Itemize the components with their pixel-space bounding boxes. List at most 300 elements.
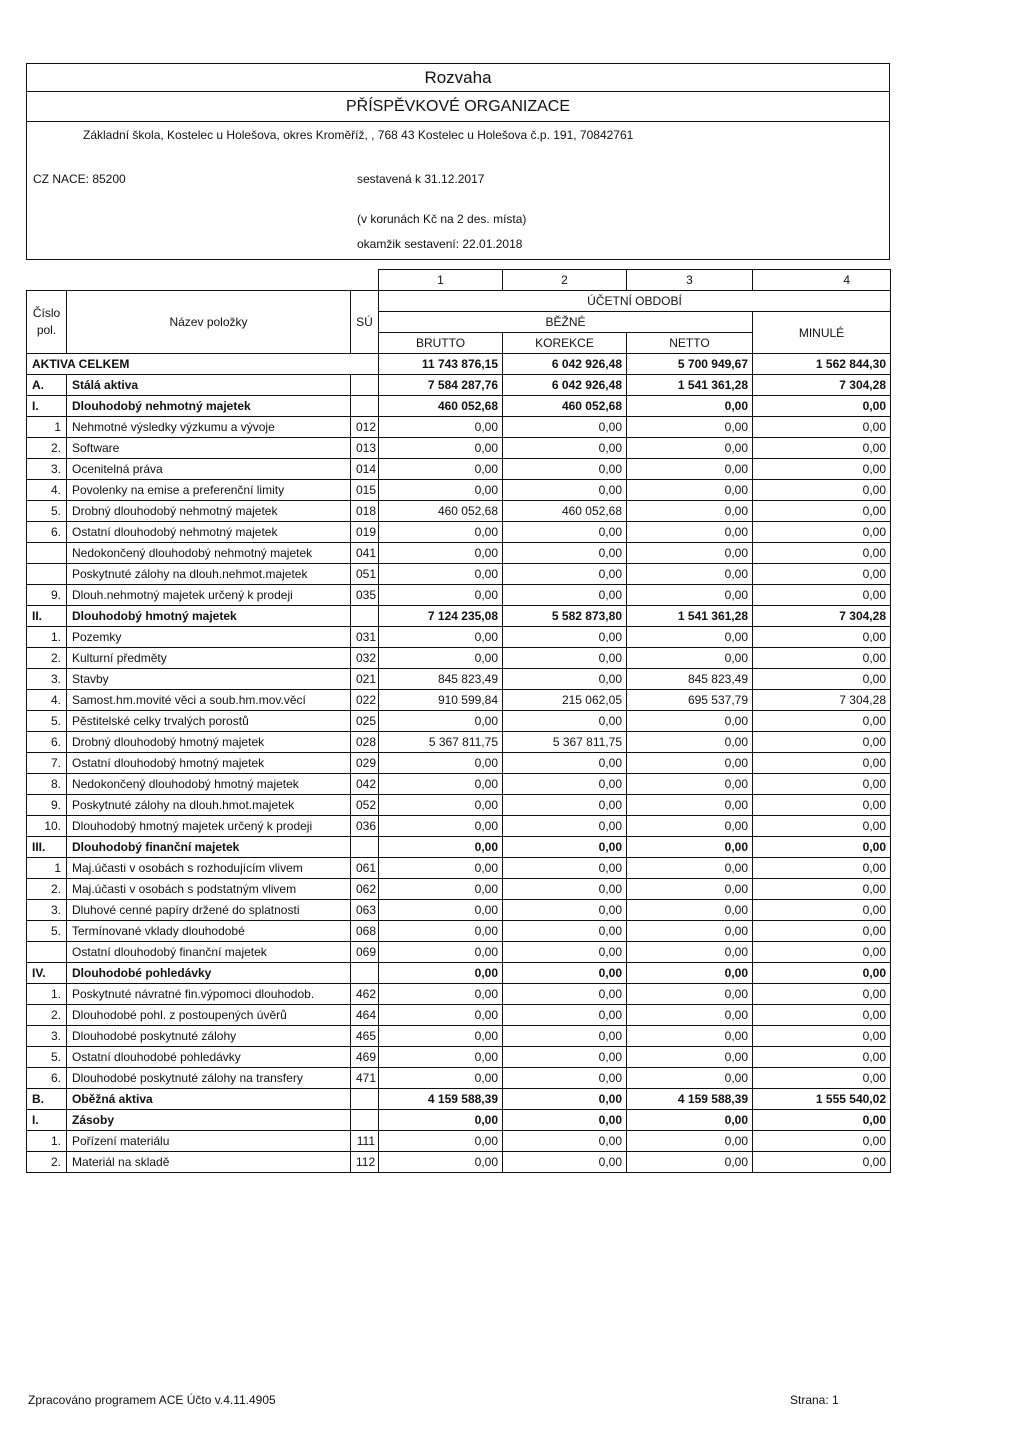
row-brutto: 0,00: [379, 942, 503, 963]
row-name: Dlouhodobý hmotný majetek: [67, 606, 351, 627]
table-row: [27, 1068, 891, 1089]
row-korekce: 0,00: [503, 1089, 627, 1110]
row-netto: 0,00: [627, 648, 753, 669]
row-netto: 5 700 949,67: [627, 354, 753, 375]
footer-program: Zpracováno programem ACE Účto v.4.11.4905: [28, 1393, 276, 1407]
footer-page: Strana: 1: [790, 1393, 839, 1407]
row-name: Stavby: [67, 669, 351, 690]
row-netto: 0,00: [627, 963, 753, 984]
row-korekce: 0,00: [503, 543, 627, 564]
row-name: Kulturní předměty: [67, 648, 351, 669]
row-number: 4.: [27, 480, 67, 501]
row-number: 5.: [27, 1047, 67, 1068]
table-row: [27, 942, 891, 963]
row-number: 1.: [27, 1131, 67, 1152]
row-korekce: 460 052,68: [503, 396, 627, 417]
row-previous: 0,00: [753, 816, 891, 837]
row-number: 1.: [27, 984, 67, 1005]
row-previous: 0,00: [753, 837, 891, 858]
row-number: 9.: [27, 585, 67, 606]
row-number: 6.: [27, 1068, 67, 1089]
row-name: Termínované vklady dlouhodobé: [67, 921, 351, 942]
table-row: [27, 585, 891, 606]
row-netto: 0,00: [627, 396, 753, 417]
row-number: 1.: [27, 627, 67, 648]
row-netto: 0,00: [627, 564, 753, 585]
row-previous: 0,00: [753, 627, 891, 648]
row-name: Pořízení materiálu: [67, 1131, 351, 1152]
organization-line: Základní škola, Kostelec u Holešova, okres Kroměříž, , 768 43 Kostelec u Holešova č.p. 191, 70842761: [83, 128, 634, 142]
row-account: 052: [351, 795, 379, 816]
row-previous: 0,00: [753, 564, 891, 585]
row-korekce: 0,00: [503, 522, 627, 543]
cislo-label: Číslo: [32, 306, 61, 320]
row-brutto: 0,00: [379, 1152, 503, 1173]
row-account: 465: [351, 1026, 379, 1047]
row-korekce: 0,00: [503, 1026, 627, 1047]
table-row: [27, 963, 891, 984]
row-brutto: 0,00: [379, 837, 503, 858]
row-account: 471: [351, 1068, 379, 1089]
row-name: Materiál na skladě: [67, 1152, 351, 1173]
row-korekce: 5 582 873,80: [503, 606, 627, 627]
row-name: Dlouhodobý finanční majetek: [67, 837, 351, 858]
table-row: [27, 501, 891, 522]
row-account: 469: [351, 1047, 379, 1068]
row-previous: 7 304,28: [753, 690, 891, 711]
row-previous: 0,00: [753, 1110, 891, 1131]
row-account: 111: [351, 1131, 379, 1152]
row-previous: 0,00: [753, 900, 891, 921]
row-netto: 0,00: [627, 774, 753, 795]
row-brutto: 5 367 811,75: [379, 732, 503, 753]
row-number: I.: [27, 1110, 67, 1131]
row-account: [351, 963, 379, 984]
row-netto: 0,00: [627, 1152, 753, 1173]
nace-code: CZ NACE: 85200: [33, 172, 126, 186]
row-brutto: 0,00: [379, 543, 503, 564]
row-netto: 0,00: [627, 417, 753, 438]
row-account: 031: [351, 627, 379, 648]
row-name: Drobný dlouhodobý nehmotný majetek: [67, 501, 351, 522]
row-account: 042: [351, 774, 379, 795]
row-account: 019: [351, 522, 379, 543]
table-row: [27, 564, 891, 585]
row-number: 10.: [27, 816, 67, 837]
row-account: 051: [351, 564, 379, 585]
row-account: 464: [351, 1005, 379, 1026]
row-number: [27, 564, 67, 585]
row-brutto: 0,00: [379, 963, 503, 984]
table-row: [27, 774, 891, 795]
col-header-period: ÚČETNÍ OBDOBÍ: [379, 291, 891, 312]
row-brutto: 0,00: [379, 438, 503, 459]
row-name: Ocenitelná práva: [67, 459, 351, 480]
row-brutto: 460 052,68: [379, 501, 503, 522]
row-brutto: 0,00: [379, 627, 503, 648]
row-netto: 0,00: [627, 501, 753, 522]
compile-moment: okamžik sestavení: 22.01.2018: [357, 237, 523, 251]
row-account: 015: [351, 480, 379, 501]
column-number-row: [27, 270, 891, 291]
row-account: 462: [351, 984, 379, 1005]
row-korekce: 0,00: [503, 627, 627, 648]
row-previous: 0,00: [753, 753, 891, 774]
row-korekce: 0,00: [503, 984, 627, 1005]
row-korekce: 0,00: [503, 795, 627, 816]
col-header-korekce: KOREKCE: [503, 333, 627, 354]
row-korekce: 0,00: [503, 711, 627, 732]
table-row: [27, 1047, 891, 1068]
row-account: [351, 396, 379, 417]
row-netto: 1 541 361,28: [627, 606, 753, 627]
row-brutto: 11 743 876,15: [379, 354, 503, 375]
row-number: 2.: [27, 1152, 67, 1173]
row-number: A.: [27, 375, 67, 396]
row-previous: 0,00: [753, 396, 891, 417]
table-row: [27, 438, 891, 459]
row-name: Pozemky: [67, 627, 351, 648]
row-brutto: 0,00: [379, 564, 503, 585]
row-name: Dlouhodobé pohl. z postoupených úvěrů: [67, 1005, 351, 1026]
divider: [27, 91, 889, 92]
row-netto: 0,00: [627, 921, 753, 942]
row-netto: 695 537,79: [627, 690, 753, 711]
row-number: 2.: [27, 1005, 67, 1026]
row-previous: 0,00: [753, 438, 891, 459]
row-korekce: 0,00: [503, 1068, 627, 1089]
row-brutto: 0,00: [379, 858, 503, 879]
row-netto: 0,00: [627, 879, 753, 900]
row-brutto: 0,00: [379, 648, 503, 669]
row-netto: 0,00: [627, 543, 753, 564]
row-number: 6.: [27, 522, 67, 543]
row-number: AKTIVA CELKEM: [27, 354, 379, 375]
table-row: [27, 732, 891, 753]
row-previous: 0,00: [753, 480, 891, 501]
row-previous: 0,00: [753, 543, 891, 564]
row-number: 9.: [27, 795, 67, 816]
divider: [27, 121, 889, 122]
row-account: [351, 1089, 379, 1110]
row-account: [351, 1110, 379, 1131]
row-name: Stálá aktiva: [67, 375, 351, 396]
row-previous: 0,00: [753, 522, 891, 543]
row-account: [351, 606, 379, 627]
row-number: I.: [27, 396, 67, 417]
row-previous: 0,00: [753, 963, 891, 984]
row-netto: 0,00: [627, 1047, 753, 1068]
row-netto: 0,00: [627, 942, 753, 963]
row-previous: 0,00: [753, 648, 891, 669]
row-korekce: 0,00: [503, 942, 627, 963]
row-korekce: 0,00: [503, 816, 627, 837]
row-account: 032: [351, 648, 379, 669]
row-name: Dlouhodobé pohledávky: [67, 963, 351, 984]
row-previous: 0,00: [753, 1026, 891, 1047]
row-korekce: 0,00: [503, 1005, 627, 1026]
row-netto: 0,00: [627, 522, 753, 543]
row-name: Poskytnuté zálohy na dlouh.hmot.majetek: [67, 795, 351, 816]
row-brutto: 0,00: [379, 480, 503, 501]
table-row: [27, 795, 891, 816]
row-previous: 0,00: [753, 1131, 891, 1152]
row-previous: 0,00: [753, 1068, 891, 1089]
row-number: 5.: [27, 501, 67, 522]
table-row: [27, 354, 891, 375]
table-row: [27, 1089, 891, 1110]
row-account: [351, 837, 379, 858]
row-korekce: 0,00: [503, 1047, 627, 1068]
table-row: [27, 1005, 891, 1026]
row-number: 2.: [27, 879, 67, 900]
table-row: [27, 480, 891, 501]
row-brutto: 0,00: [379, 816, 503, 837]
row-number: IV.: [27, 963, 67, 984]
table-row: [27, 816, 891, 837]
row-brutto: 7 124 235,08: [379, 606, 503, 627]
row-brutto: 0,00: [379, 522, 503, 543]
row-korekce: 215 062,05: [503, 690, 627, 711]
row-previous: 0,00: [753, 921, 891, 942]
row-previous: 0,00: [753, 585, 891, 606]
row-korekce: 0,00: [503, 1131, 627, 1152]
row-previous: 0,00: [753, 501, 891, 522]
row-brutto: 0,00: [379, 459, 503, 480]
row-netto: 845 823,49: [627, 669, 753, 690]
row-korekce: 0,00: [503, 459, 627, 480]
row-number: 5.: [27, 921, 67, 942]
column-number: 4: [753, 270, 891, 291]
row-number: II.: [27, 606, 67, 627]
row-previous: 0,00: [753, 1152, 891, 1173]
row-name: Software: [67, 438, 351, 459]
col-header-su: SÚ: [351, 291, 379, 354]
row-brutto: 0,00: [379, 900, 503, 921]
row-netto: 0,00: [627, 795, 753, 816]
row-account: 022: [351, 690, 379, 711]
row-name: Oběžná aktiva: [67, 1089, 351, 1110]
row-netto: 0,00: [627, 732, 753, 753]
row-number: B.: [27, 1089, 67, 1110]
row-korekce: 0,00: [503, 1110, 627, 1131]
row-korekce: 5 367 811,75: [503, 732, 627, 753]
col-header-netto: NETTO: [627, 333, 753, 354]
header-row: [27, 291, 891, 312]
table-row: [27, 606, 891, 627]
row-previous: 0,00: [753, 1005, 891, 1026]
row-previous: 1 562 844,30: [753, 354, 891, 375]
table-row: [27, 879, 891, 900]
row-number: 1: [27, 858, 67, 879]
row-netto: 0,00: [627, 816, 753, 837]
row-account: 018: [351, 501, 379, 522]
row-previous: 0,00: [753, 795, 891, 816]
row-korekce: 6 042 926,48: [503, 375, 627, 396]
row-brutto: 845 823,49: [379, 669, 503, 690]
compiled-date: sestavená k 31.12.2017: [357, 172, 485, 186]
row-netto: 1 541 361,28: [627, 375, 753, 396]
col-header-previous: MINULÉ: [753, 312, 891, 354]
row-name: Pěstitelské celky trvalých porostů: [67, 711, 351, 732]
row-netto: 0,00: [627, 480, 753, 501]
row-account: 025: [351, 711, 379, 732]
column-number: 3: [627, 270, 753, 291]
row-netto: 0,00: [627, 900, 753, 921]
table-row: [27, 459, 891, 480]
row-brutto: 0,00: [379, 921, 503, 942]
row-name: Drobný dlouhodobý hmotný majetek: [67, 732, 351, 753]
row-netto: 0,00: [627, 1068, 753, 1089]
row-previous: 0,00: [753, 417, 891, 438]
row-name: Samost.hm.movité věci a soub.hm.mov.věcí: [67, 690, 351, 711]
table-row: [27, 1152, 891, 1173]
col-header-name: Název položky: [67, 291, 351, 354]
row-brutto: 0,00: [379, 795, 503, 816]
row-netto: 0,00: [627, 711, 753, 732]
row-number: 4.: [27, 690, 67, 711]
row-number: [27, 543, 67, 564]
row-korekce: 0,00: [503, 963, 627, 984]
row-brutto: 0,00: [379, 753, 503, 774]
table-row: [27, 711, 891, 732]
row-previous: 0,00: [753, 711, 891, 732]
row-brutto: 0,00: [379, 1110, 503, 1131]
row-brutto: 0,00: [379, 585, 503, 606]
table-row: [27, 417, 891, 438]
row-name: Dluhové cenné papíry držené do splatnosti: [67, 900, 351, 921]
col-header-current: BĚŽNÉ: [379, 312, 753, 333]
table-row: [27, 648, 891, 669]
table-row: [27, 669, 891, 690]
row-name: Nedokončený dlouhodobý nehmotný majetek: [67, 543, 351, 564]
row-name: Poskytnuté zálohy na dlouh.nehmot.majetek: [67, 564, 351, 585]
row-number: 5.: [27, 711, 67, 732]
row-name: Dlouhodobé poskytnuté zálohy: [67, 1026, 351, 1047]
table-row: [27, 858, 891, 879]
row-brutto: 7 584 287,76: [379, 375, 503, 396]
table-row: [27, 837, 891, 858]
row-korekce: 0,00: [503, 837, 627, 858]
row-brutto: 0,00: [379, 417, 503, 438]
row-number: 3.: [27, 669, 67, 690]
col-header-number: [27, 291, 67, 354]
row-netto: 0,00: [627, 1026, 753, 1047]
row-account: 062: [351, 879, 379, 900]
row-previous: 0,00: [753, 879, 891, 900]
row-previous: 0,00: [753, 1047, 891, 1068]
row-netto: 4 159 588,39: [627, 1089, 753, 1110]
row-netto: 0,00: [627, 1131, 753, 1152]
row-korekce: 0,00: [503, 879, 627, 900]
row-name: Nehmotné výsledky výzkumu a vývoje: [67, 417, 351, 438]
row-account: 061: [351, 858, 379, 879]
report-title: Rozvaha: [424, 68, 492, 87]
row-previous: 0,00: [753, 858, 891, 879]
row-name: Dlouhodobý hmotný majetek určený k prodeji: [67, 816, 351, 837]
row-number: 3.: [27, 1026, 67, 1047]
row-korekce: 0,00: [503, 438, 627, 459]
report-header: [26, 63, 890, 260]
row-korekce: 0,00: [503, 480, 627, 501]
table-row: [27, 375, 891, 396]
report-subtitle: PŘÍSPĚVKOVÉ ORGANIZACE: [345, 98, 571, 115]
row-name: Ostatní dlouhodobý hmotný majetek: [67, 753, 351, 774]
row-name: Ostatní dlouhodobý finanční majetek: [67, 942, 351, 963]
table-row: [27, 1110, 891, 1131]
table-row: [27, 921, 891, 942]
col-header-brutto: BRUTTO: [379, 333, 503, 354]
row-number: 3.: [27, 900, 67, 921]
row-korekce: 6 042 926,48: [503, 354, 627, 375]
row-number: 1: [27, 417, 67, 438]
row-account: 021: [351, 669, 379, 690]
row-previous: 0,00: [753, 459, 891, 480]
row-previous: 0,00: [753, 732, 891, 753]
table-row: [27, 984, 891, 1005]
row-account: 014: [351, 459, 379, 480]
row-name: Ostatní dlouhodobý nehmotný majetek: [67, 522, 351, 543]
row-netto: 0,00: [627, 438, 753, 459]
row-account: 028: [351, 732, 379, 753]
row-korekce: 0,00: [503, 669, 627, 690]
row-korekce: 0,00: [503, 564, 627, 585]
row-korekce: 0,00: [503, 858, 627, 879]
row-account: 068: [351, 921, 379, 942]
row-previous: 7 304,28: [753, 375, 891, 396]
row-account: 029: [351, 753, 379, 774]
row-previous: 0,00: [753, 984, 891, 1005]
row-brutto: 0,00: [379, 1026, 503, 1047]
row-netto: 0,00: [627, 858, 753, 879]
row-netto: 0,00: [627, 627, 753, 648]
row-brutto: 0,00: [379, 879, 503, 900]
row-brutto: 4 159 588,39: [379, 1089, 503, 1110]
row-netto: 0,00: [627, 1110, 753, 1131]
row-number: III.: [27, 837, 67, 858]
row-korekce: 0,00: [503, 585, 627, 606]
row-account: 012: [351, 417, 379, 438]
row-brutto: 460 052,68: [379, 396, 503, 417]
row-number: 6.: [27, 732, 67, 753]
row-name: Povolenky na emise a preferenční limity: [67, 480, 351, 501]
row-number: 2.: [27, 648, 67, 669]
table-row: [27, 627, 891, 648]
row-number: 3.: [27, 459, 67, 480]
table-row: [27, 522, 891, 543]
row-name: Zásoby: [67, 1110, 351, 1131]
row-brutto: 0,00: [379, 1005, 503, 1026]
table-row: [27, 690, 891, 711]
row-brutto: 0,00: [379, 711, 503, 732]
row-number: 8.: [27, 774, 67, 795]
row-name: Maj.účasti v osobách s rozhodujícím vlivem: [67, 858, 351, 879]
row-previous: 0,00: [753, 669, 891, 690]
row-number: 2.: [27, 438, 67, 459]
row-netto: 0,00: [627, 459, 753, 480]
row-name: Ostatní dlouhodobé pohledávky: [67, 1047, 351, 1068]
row-account: 112: [351, 1152, 379, 1173]
balance-sheet-table: [26, 269, 891, 1173]
row-name: Dlouh.nehmotný majetek určený k prodeji: [67, 585, 351, 606]
row-account: 069: [351, 942, 379, 963]
row-account: 063: [351, 900, 379, 921]
row-name: Dlouhodobý nehmotný majetek: [67, 396, 351, 417]
row-previous: 7 304,28: [753, 606, 891, 627]
table-row: [27, 753, 891, 774]
row-previous: 1 555 540,02: [753, 1089, 891, 1110]
row-account: 041: [351, 543, 379, 564]
